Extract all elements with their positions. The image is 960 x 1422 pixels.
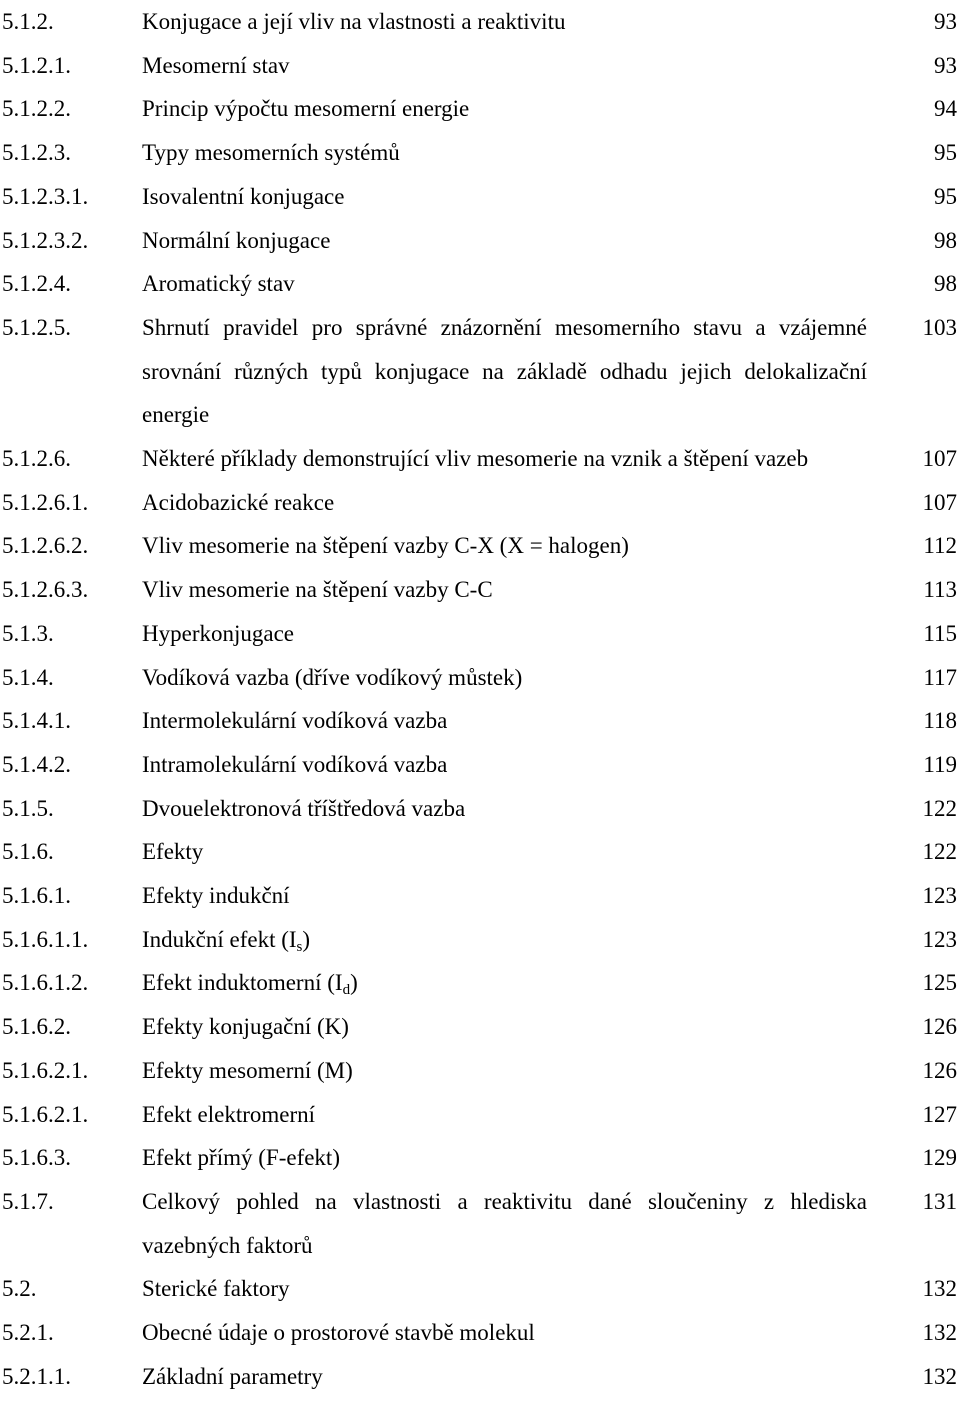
- toc-entry-title-end: ): [350, 970, 358, 996]
- toc-entry-title: [142, 918, 867, 962]
- toc-entry[interactable]: [0, 699, 960, 743]
- toc-entry-page: 118: [923, 708, 957, 734]
- toc-entry-number: 5.1.6.1.: [2, 883, 71, 909]
- toc-entry-number: 5.1.6.1.2.: [2, 970, 89, 996]
- toc-entry-number: 5.1.2.6.: [2, 446, 71, 472]
- toc-entry-title: Isovalentní konjugace: [142, 183, 345, 209]
- toc-entry-page: 98: [934, 227, 957, 253]
- toc-entry-page: 93: [934, 9, 957, 34]
- toc-entry-number: 5.2.1.1.: [2, 1363, 71, 1389]
- toc-entry[interactable]: [0, 175, 960, 219]
- toc-entry-title: Intramolekulární vodíková vazba: [142, 751, 448, 777]
- toc-entry[interactable]: [0, 787, 960, 831]
- toc-entry-title: Acidobazické reakce: [142, 489, 335, 515]
- toc-entry-number: 5.1.6.3.: [2, 1145, 71, 1171]
- toc-entry-number: 5.1.6.2.: [2, 1014, 71, 1040]
- toc-entry-number: 5.1.2.3.2.: [2, 227, 89, 253]
- toc-entry-title: Vliv mesomerie na štěpení vazby C-C: [142, 577, 493, 603]
- toc-entry[interactable]: [0, 306, 960, 437]
- toc-entry[interactable]: [0, 1267, 960, 1311]
- toc-entry-title: Efekt elektromerní: [142, 1101, 316, 1127]
- toc-entry-title-subscript: d: [342, 982, 351, 999]
- toc-entry-number: 5.1.2.: [2, 9, 54, 34]
- toc-entry-title-text: Indukční efekt (I: [142, 926, 297, 952]
- toc-entry-number: 5.1.2.4.: [2, 271, 71, 297]
- toc-entry-number: 5.1.4.2.: [2, 751, 71, 777]
- toc-entry-title: Efekty mesomerní (M): [142, 1057, 353, 1083]
- toc-entry-page: 123: [922, 883, 957, 909]
- toc-entry-title: Vliv mesomerie na štěpení vazby C-X (X = halogen): [142, 533, 629, 559]
- toc-entry-title: Obecné údaje o prostorové stavbě molekul: [142, 1320, 535, 1346]
- toc-entry-page: 117: [923, 664, 957, 690]
- toc-entry-number: 5.1.4.: [2, 664, 54, 690]
- toc-entry-page: 93: [934, 52, 957, 78]
- toc-entry[interactable]: [0, 219, 960, 263]
- toc-entry-page: 107: [922, 446, 957, 472]
- toc-entry[interactable]: [0, 87, 960, 131]
- toc-entry-title: Princip výpočtu mesomerní energie: [142, 96, 470, 122]
- toc-entry-title: [142, 961, 867, 1005]
- toc-entry[interactable]: [0, 656, 960, 700]
- toc-entry[interactable]: [0, 524, 960, 568]
- toc-entry-title: Mesomerní stav: [142, 52, 290, 78]
- toc-entry-number: 5.1.7.: [2, 1188, 54, 1214]
- toc-entry[interactable]: [0, 961, 960, 1005]
- toc-entry[interactable]: [0, 918, 960, 962]
- toc-entry-page: 131: [922, 1188, 957, 1214]
- toc-entry-number: 5.1.2.6.2.: [2, 533, 89, 559]
- toc-entry-title: Sterické faktory: [142, 1276, 290, 1302]
- toc-entry[interactable]: [0, 1005, 960, 1049]
- toc-entry[interactable]: [0, 437, 960, 481]
- toc-entry-title: Některé příklady demonstrující vliv mesomerie na vznik a štěpení vazeb: [142, 446, 809, 472]
- toc-entry[interactable]: [0, 44, 960, 88]
- toc-entry-title: Intermolekulární vodíková vazba: [142, 708, 448, 734]
- toc-entry-page: 115: [923, 620, 957, 646]
- toc-entry[interactable]: [0, 1093, 960, 1137]
- toc-entry-number: 5.1.2.2.: [2, 96, 71, 122]
- toc-entry-title: Vodíková vazba (dříve vodíkový můstek): [142, 664, 523, 690]
- toc-entry-page: 125: [922, 970, 957, 996]
- toc-entry-page: 132: [922, 1276, 957, 1302]
- toc-entry-page: 122: [922, 839, 957, 865]
- toc-entry-number: 5.1.6.1.1.: [2, 926, 89, 952]
- toc-entry[interactable]: [0, 612, 960, 656]
- toc-entry-title: Typy mesomerních systémů: [142, 140, 400, 166]
- toc-entry[interactable]: [0, 1355, 960, 1399]
- toc-entry-page: 122: [922, 795, 957, 821]
- toc-entry[interactable]: [0, 131, 960, 175]
- toc-entry[interactable]: [0, 481, 960, 525]
- toc-entry[interactable]: [0, 568, 960, 612]
- toc-entry-page: 119: [923, 751, 957, 777]
- toc-entry-page: 95: [934, 183, 957, 209]
- toc-entry-title-subscript: s: [296, 938, 303, 955]
- toc-entry-number: 5.1.2.3.1.: [2, 183, 89, 209]
- toc-entry-page: 123: [922, 926, 957, 952]
- toc-entry-number: 5.1.2.3.: [2, 140, 71, 166]
- toc-entry[interactable]: [0, 743, 960, 787]
- toc-entry-number: 5.1.4.1.: [2, 708, 71, 734]
- toc-entry[interactable]: [0, 0, 960, 44]
- toc-entry-page: 132: [922, 1320, 957, 1346]
- toc-entry-number: 5.1.2.5.: [2, 314, 71, 340]
- toc-entry-page: 95: [934, 140, 957, 166]
- toc-entry-number: 5.1.6.2.1.: [2, 1101, 89, 1127]
- toc-entry-title-end: ): [302, 926, 311, 952]
- toc-entry[interactable]: [0, 874, 960, 918]
- toc-entry-page: 98: [934, 271, 957, 297]
- toc-entry[interactable]: [0, 1311, 960, 1355]
- toc-entry-number: 5.1.6.2.1.: [2, 1057, 89, 1083]
- toc-entry-title: Efekt přímý (F-efekt): [142, 1145, 340, 1171]
- toc-entry-page: 94: [934, 96, 957, 122]
- toc-entry-title-text: Efekt induktomerní (I: [142, 970, 343, 996]
- toc-entry-page: 107: [922, 489, 957, 515]
- toc-entry-number: 5.1.5.: [2, 795, 54, 821]
- toc-entry[interactable]: [0, 262, 960, 306]
- toc-entry-number: 5.1.2.6.1.: [2, 489, 89, 515]
- toc-entry-title: Konjugace a její vliv na vlastnosti a reaktivitu: [142, 9, 566, 34]
- toc-entry-number: 5.2.: [2, 1276, 37, 1302]
- toc-entry-page: 103: [922, 314, 957, 340]
- toc-entry-title: Celkový pohled na vlastnosti a reaktivitu dané sloučeniny z hlediska vazebných faktorů: [142, 1188, 867, 1258]
- toc-entry-number: 5.1.2.6.3.: [2, 577, 89, 603]
- toc-entry-title: Hyperkonjugace: [142, 620, 294, 646]
- toc-entry-page: 132: [922, 1363, 957, 1389]
- toc-entry-number: 5.1.2.1.: [2, 52, 71, 78]
- toc-entry-page: 113: [923, 577, 957, 603]
- toc-entry-title: Shrnutí pravidel pro správné znázornění mesomerního stavu a vzájemné srovnání různých typů konjugace na základě odhadu jejich delokalizační energie: [142, 314, 867, 428]
- toc-entry-title: Dvouelektronová tříštředová vazba: [142, 795, 466, 821]
- toc-entry-title: Efekty indukční: [142, 883, 290, 909]
- toc-entry-title: Efekty konjugační (K): [142, 1014, 349, 1040]
- toc-entry-page: 112: [923, 533, 957, 559]
- toc-entry[interactable]: [0, 830, 960, 874]
- toc-entry-title: Efekty: [142, 839, 204, 865]
- toc-entry-number: 5.1.3.: [2, 620, 54, 646]
- toc-entry[interactable]: [0, 1136, 960, 1180]
- toc-entry-page: 129: [922, 1145, 957, 1171]
- toc-entry-page: 127: [922, 1101, 957, 1127]
- toc-entry-title: Normální konjugace: [142, 227, 331, 253]
- toc-entry-title: Aromatický stav: [142, 271, 295, 297]
- toc-entry-page: 126: [922, 1014, 957, 1040]
- toc-entry-page: 126: [922, 1057, 957, 1083]
- toc-entry-number: 5.1.6.: [2, 839, 54, 865]
- toc-entry-title: Základní parametry: [142, 1363, 323, 1389]
- toc-entry[interactable]: [0, 1049, 960, 1093]
- toc-entry[interactable]: [0, 1180, 960, 1267]
- toc-entry-number: 5.2.1.: [2, 1320, 54, 1346]
